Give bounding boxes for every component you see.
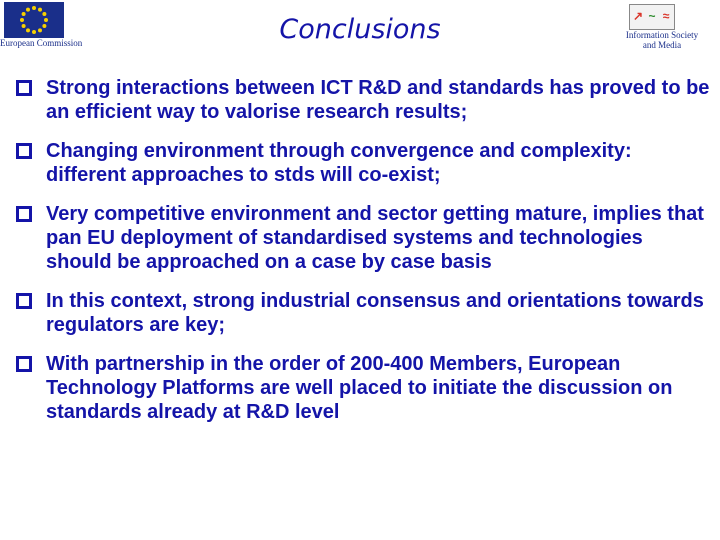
bullet-item: With partnership in the order of 200-400 Members, European Technology Platforms are well placed to initiate the discussion on standards already at R&D level bbox=[12, 352, 712, 424]
information-society-icon bbox=[629, 4, 675, 30]
checkbox-bullet-icon bbox=[16, 356, 32, 372]
european-commission-caption: European Commission bbox=[0, 38, 83, 48]
bullet-item: Changing environment through convergence and complexity: different approaches to stds will co-exist; bbox=[12, 139, 712, 187]
bullet-item: Very competitive environment and sector getting mature, implies that pan EU deployment of standardised systems and technologies should be approached on a case by case basis bbox=[12, 202, 712, 274]
bullet-item: In this context, strong industrial consensus and orientations towards regulators are key; bbox=[12, 289, 712, 337]
information-society-logo bbox=[604, 2, 720, 50]
bullet-item: Strong interactions between ICT R&D and standards has proved to be an efficient way to valorise research results; bbox=[12, 76, 712, 124]
signal-icon: ≈ bbox=[662, 9, 670, 23]
bullet-list bbox=[12, 76, 712, 439]
checkbox-bullet-icon bbox=[16, 143, 32, 159]
checkbox-bullet-icon bbox=[16, 206, 32, 222]
arrow-icon: ↗ bbox=[633, 9, 644, 23]
page-title: Conclusions bbox=[279, 14, 441, 45]
wave-icon: ~ bbox=[648, 9, 656, 23]
information-society-caption: Information Society and Media bbox=[625, 30, 699, 50]
checkbox-bullet-icon bbox=[16, 80, 32, 96]
checkbox-bullet-icon bbox=[16, 293, 32, 309]
